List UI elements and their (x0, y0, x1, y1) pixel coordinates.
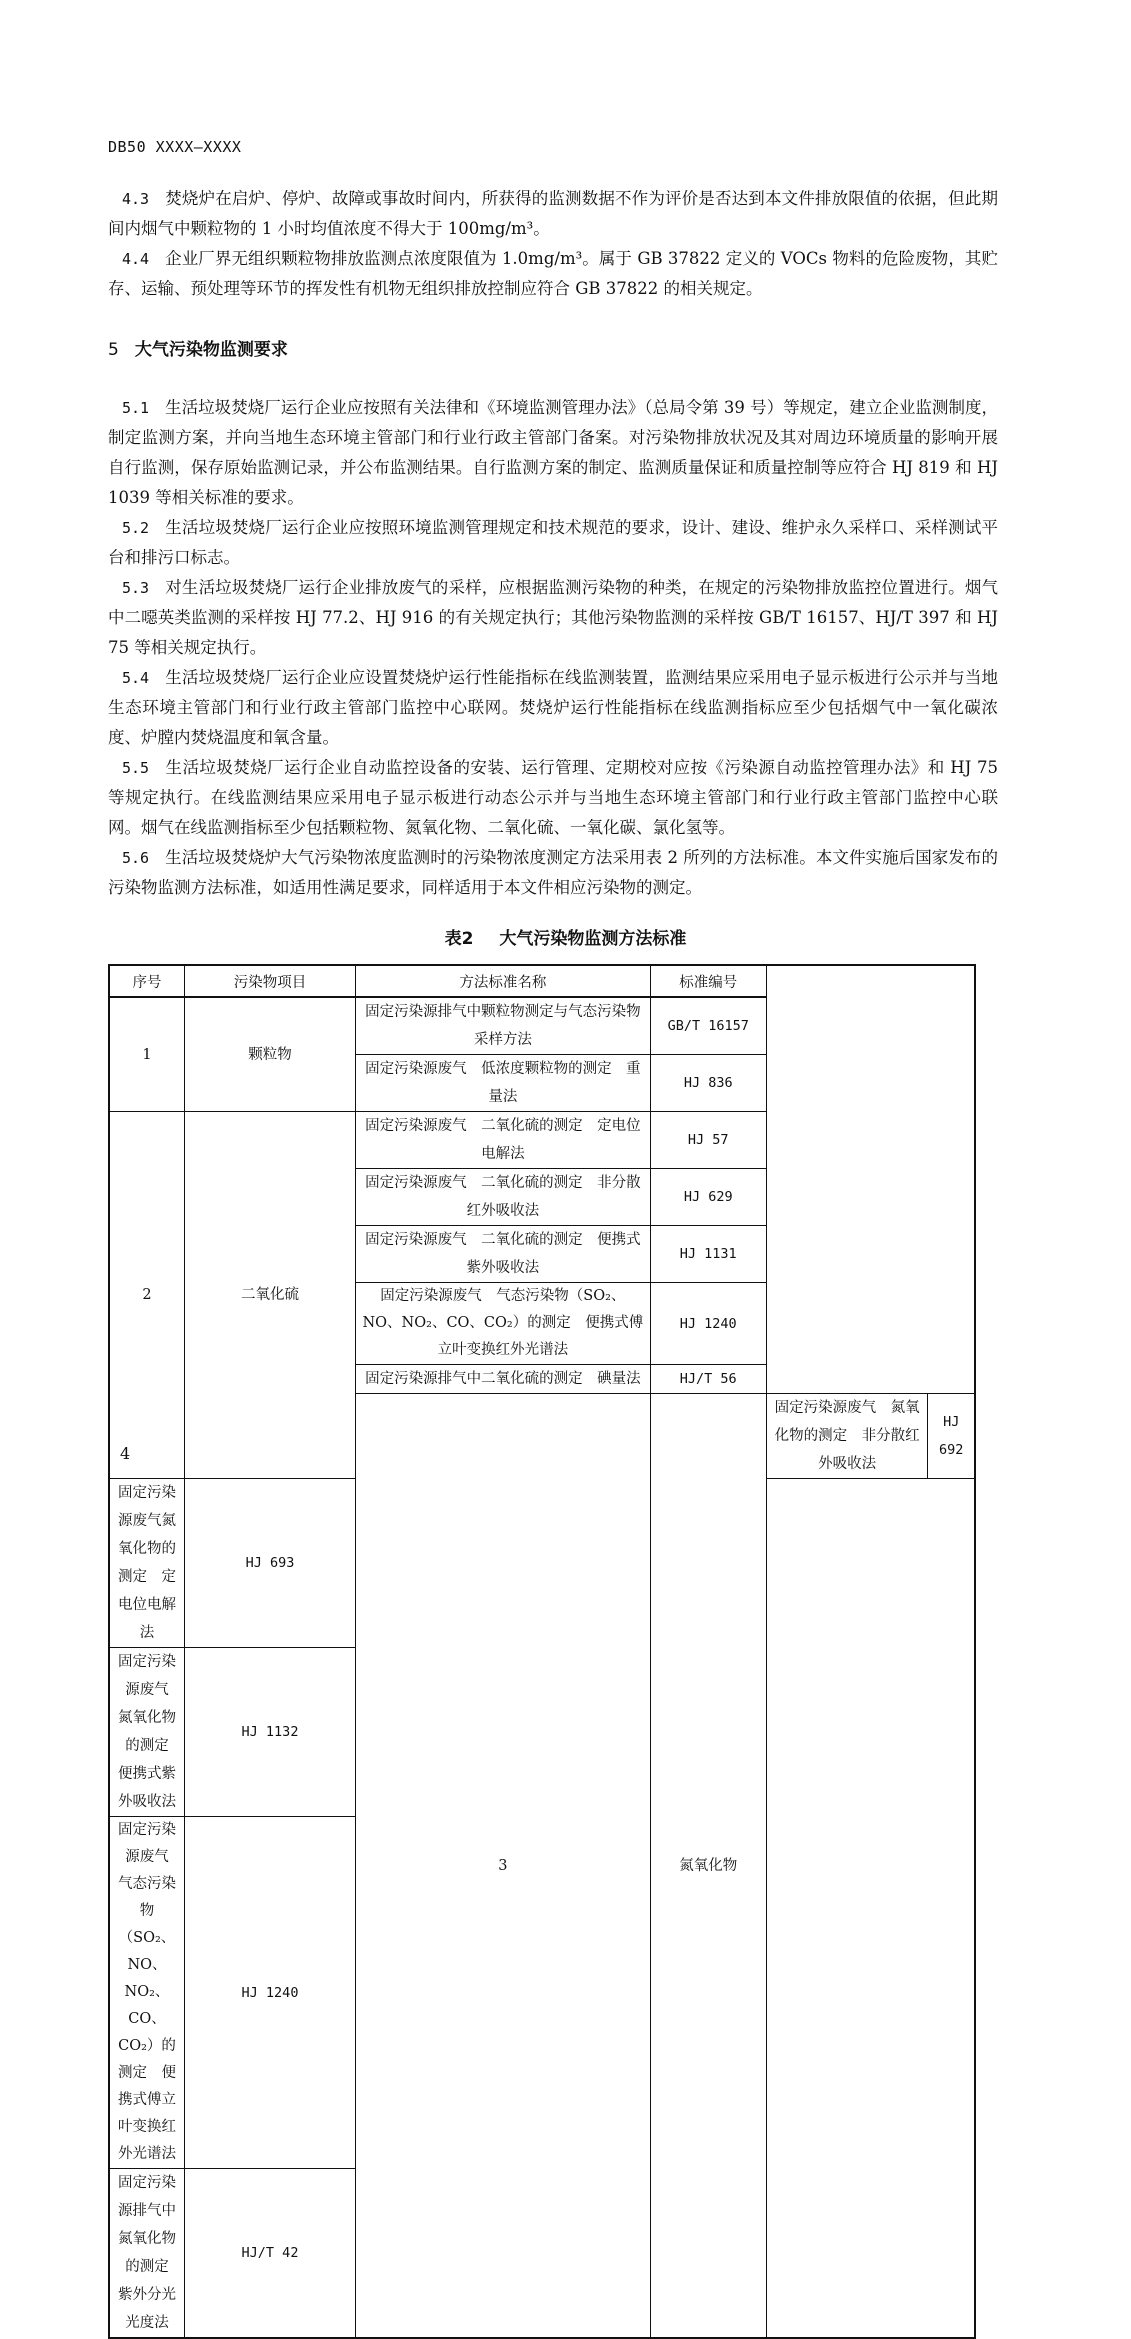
cell-std: GB/T 16157 (650, 997, 766, 1055)
clause-5-5 (108, 753, 998, 843)
table-row (109, 997, 975, 1055)
cell-method: 固定污染源废气 二氧化硫的测定 定电位电解法 (356, 1112, 651, 1169)
table-2-caption (0, 924, 1131, 949)
clause-text: 企业厂界无组织颗粒物排放监测点浓度限值为 1.0mg/m³。属于 GB 37822 定义的 VOCs 物料的危险废物，其贮存、运输、预处理等环节的挥发性有机物无组织排放控制应符合 GB 37822 的相关规定。 (108, 249, 998, 298)
cell-std: HJ 692 (928, 1394, 975, 1479)
table-number: 表2 (444, 929, 474, 949)
clauses-section-4 (108, 184, 998, 304)
cell-std: HJ 57 (650, 1112, 766, 1169)
header-item: 污染物项目 (185, 965, 356, 997)
cell-method: 固定污染源废气氮氧化物的测定 定电位电解法 (109, 1479, 185, 1648)
cell-std: HJ 693 (185, 1479, 356, 1648)
cell-std: HJ 836 (650, 1055, 766, 1112)
cell-no: 1 (109, 997, 185, 1112)
clause-5-2 (108, 513, 998, 573)
cell-method: 固定污染源排气中颗粒物测定与气态污染物采样方法 (356, 997, 651, 1055)
section-title: 大气污染物监测要求 (134, 340, 288, 360)
clause-number: 5.4 (122, 669, 150, 687)
cell-no: 2 (109, 1112, 185, 1479)
table-header-row (109, 965, 975, 997)
header-method: 方法标准名称 (356, 965, 651, 997)
clause-text: 焚烧炉在启炉、停炉、故障或事故时间内，所获得的监测数据不作为评价是否达到本文件排放限值的依据，但此期间内烟气中颗粒物的 1 小时均值浓度不得大于 100mg/m³。 (108, 189, 998, 238)
clause-number: 5.6 (122, 849, 150, 867)
clause-number: 5.1 (122, 399, 150, 417)
cell-std: HJ 629 (650, 1169, 766, 1226)
clause-5-4 (108, 663, 998, 753)
clause-5-3 (108, 573, 998, 663)
cell-method: 固定污染源排气中二氧化硫的测定 碘量法 (356, 1365, 651, 1394)
cell-method: 固定污染源废气 二氧化硫的测定 非分散红外吸收法 (356, 1169, 651, 1226)
cell-std: HJ 1240 (185, 1817, 356, 2169)
cell-item: 颗粒物 (185, 997, 356, 1112)
cell-std: HJ 1240 (650, 1283, 766, 1365)
cell-method: 固定污染源废气 低浓度颗粒物的测定 重量法 (356, 1055, 651, 1112)
cell-method: 固定污染源废气 气态污染物（SO₂、NO、NO₂、CO、CO₂）的测定 便携式傅立叶变换红外光谱法 (356, 1283, 651, 1365)
clause-text: 生活垃圾焚烧厂运行企业自动监控设备的安装、运行管理、定期校对应按《污染源自动监控管理办法》和 HJ 75 等规定执行。在线监测结果应采用电子显示板进行动态公示并与当地生态环境主管部门和行业行政主管部门监控中心联网。烟气在线监测指标至少包括颗粒物、氮氧化物、二氧化硫、一氧化碳、氯化氢等。 (108, 758, 998, 837)
header-std: 标准编号 (650, 965, 766, 997)
cell-std: HJ 1131 (650, 1226, 766, 1283)
clause-text: 生活垃圾焚烧炉大气污染物浓度监测时的污染物浓度测定方法采用表 2 所列的方法标准。本文件实施后国家发布的污染物监测方法标准，如适用性满足要求，同样适用于本文件相应污染物的测定。 (108, 848, 998, 897)
clause-text: 生活垃圾焚烧厂运行企业应按照环境监测管理规定和技术规范的要求，设计、建设、维护永久采样口、采样测试平台和排污口标志。 (108, 518, 998, 567)
clause-number: 5.5 (122, 759, 150, 777)
clause-number: 5.3 (122, 579, 150, 597)
cell-item: 二氧化硫 (185, 1112, 356, 1479)
clause-5-1 (108, 393, 998, 513)
cell-method: 固定污染源排气中氮氧化物的测定 紫外分光光度法 (109, 2169, 185, 2339)
cell-no: 3 (356, 1394, 651, 2339)
clause-number: 4.3 (122, 190, 150, 208)
clauses-section-5 (108, 393, 998, 903)
monitoring-methods-table (108, 964, 976, 2339)
clause-5-6 (108, 843, 998, 903)
cell-std: HJ/T 56 (650, 1365, 766, 1394)
cell-method: 固定污染源废气 氮氧化物的测定 便携式紫外吸收法 (109, 1648, 185, 1817)
clause-4-4 (108, 244, 998, 304)
cell-method: 固定污染源废气 二氧化硫的测定 便携式紫外吸收法 (356, 1226, 651, 1283)
cell-std: HJ/T 42 (185, 2169, 356, 2339)
clause-text: 对生活垃圾焚烧厂运行企业排放废气的采样，应根据监测污染物的种类，在规定的污染物排放监控位置进行。烟气中二噁英类监测的采样按 HJ 77.2、HJ 916 的有关规定执行；其他污染物监测的采样按 GB/T 16157、HJ/T 397 和 HJ 75 等相关规定执行。 (108, 578, 998, 657)
section-number: 5 (108, 340, 119, 360)
page-number: 4 (120, 1444, 131, 1463)
cell-item: 氮氧化物 (650, 1394, 766, 2339)
section-5-heading (108, 335, 288, 360)
cell-method: 固定污染源废气 气态污染物（SO₂、NO、NO₂、CO、CO₂）的测定 便携式傅立叶变换红外光谱法 (109, 1817, 185, 2169)
document-code: DB50 XXXX—XXXX (108, 138, 242, 156)
cell-std: HJ 1132 (185, 1648, 356, 1817)
clause-number: 5.2 (122, 519, 150, 537)
header-no: 序号 (109, 965, 185, 997)
table-row (109, 1112, 975, 1169)
clause-4-3 (108, 184, 998, 244)
clause-text: 生活垃圾焚烧厂运行企业应按照有关法律和《环境监测管理办法》（总局令第 39 号）等规定，建立企业监测制度，制定监测方案，并向当地生态环境主管部门和行业行政主管部门备案。对污染物排放状况及其对周边环境质量的影响开展自行监测，保存原始监测记录，并公布监测结果。自行监测方案的制定、监测质量保证和质量控制等应符合 HJ 819 和 HJ 1039 等相关标准的要求。 (108, 398, 998, 507)
clause-text: 生活垃圾焚烧厂运行企业应设置焚烧炉运行性能指标在线监测装置，监测结果应采用电子显示板进行公示并与当地生态环境主管部门和行业行政主管部门监控中心联网。焚烧炉运行性能指标在线监测指标应至少包括烟气中一氧化碳浓度、炉膛内焚烧温度和氧含量。 (108, 668, 998, 747)
cell-method: 固定污染源废气 氮氧化物的测定 非分散红外吸收法 (766, 1394, 928, 1479)
clause-number: 4.4 (122, 250, 150, 268)
table-title: 大气污染物监测方法标准 (499, 929, 687, 949)
